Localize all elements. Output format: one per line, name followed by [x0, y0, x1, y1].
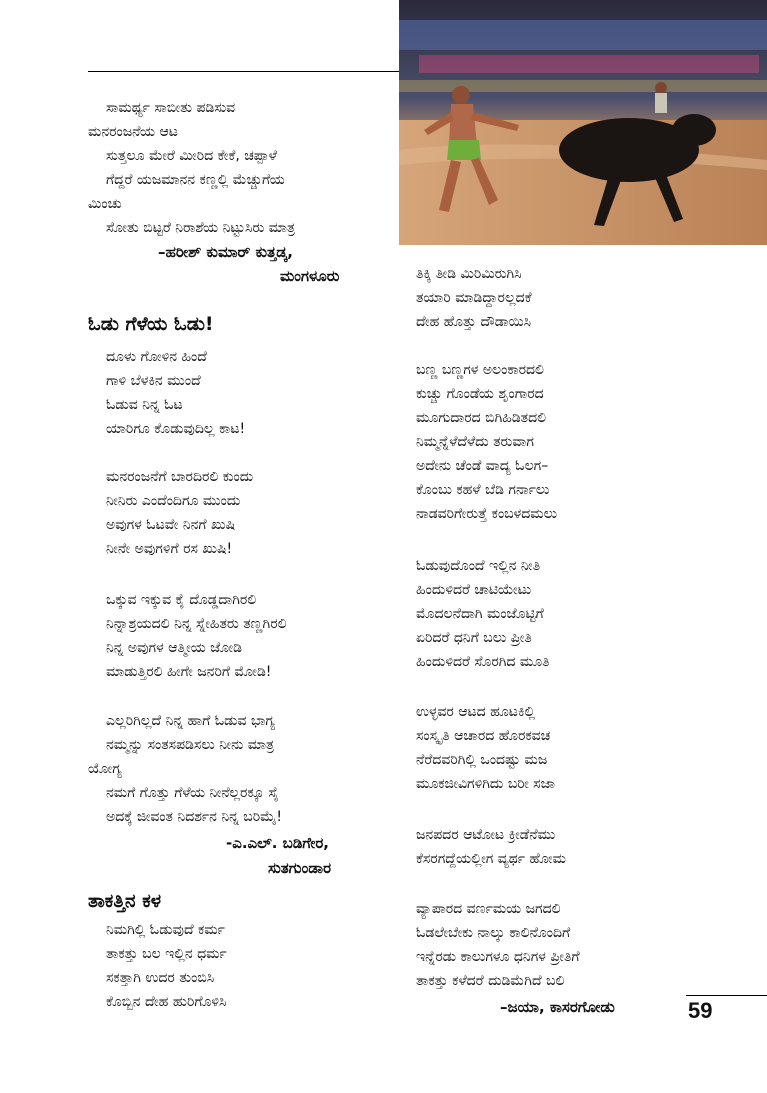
kambala-buffalo-race-photo [399, 0, 767, 245]
poem3-line: ತಾಕತ್ತು ಬಲ ಇಲ್ಲಿನ ಧರ್ಮ [106, 946, 227, 962]
bottom-rule [686, 995, 767, 996]
poem2-author: -ಎ.ಎಲ್. ಬಡಿಗೇರ, [226, 834, 329, 852]
poem3-line: ಸಂಸ್ಕೃತಿ ಆಚಾರದ ಹೊರಕವಚ [416, 728, 551, 744]
poem3-line: ಓಡಲೇಬೇಕು ನಾಲ್ಕು ಕಾಲಿನೊಂದಿಗೆ [416, 925, 571, 941]
page-number: 59 [688, 998, 713, 1023]
poem1-line: ಸುತ್ತಲೂ ಮೇರೆ ಮೀರಿದ ಕೇಕೆ, ಚಪ್ಪಾಳೆ [106, 148, 277, 164]
poem3-line: ನಿಮ್ಮನ್ನೆಳೆದೆಳೆದು ತರುವಾಗ [416, 434, 534, 450]
poem3-line: ಕುಚ್ಚು ಗೊಂಡೆಯ ಶೃಂಗಾರದ [416, 386, 544, 402]
poem3-title: ತಾಕತ್ತಿನ ಕಳ [88, 890, 162, 912]
poem3-line: ಮೂಕಜೀವಿಗಳಿಗಿದು ಬರೀ ಸಜಾ [416, 776, 555, 792]
poem2-line: ಎಲ್ಲರಿಗಿಲ್ಲದೆ ನಿನ್ನ ಹಾಗೆ ಓಡುವ ಭಾಗ್ಯ [106, 713, 275, 729]
poem2-line: ನೀನಿರು ಎಂದೆಂದಿಗೂ ಮುಂದು [106, 493, 241, 509]
poem3-author: –ಜಯಾ, ಕಾಸರಗೋಡು [500, 998, 615, 1016]
poem2-line: ಮಾಡುತ್ತಿರಲಿ ಹೀಗೇ ಜನರಿಗೆ ಮೋಡಿ! [106, 664, 272, 680]
poem3-line: ನಿಮಗಿಲ್ಲಿ ಓಡುವುದೆ ಕರ್ಮ [106, 922, 225, 938]
poem1-author: –ಹರೀಶ್ ಕುಮಾರ್ ಕುತ್ತಡ್ಕ, [158, 243, 293, 261]
poem2-line: ನಿನ್ನಾಶ್ರಯದಲಿ ನಿನ್ನ ಸ್ನೇಹಿತರು ತಣ್ಣಗಿರಲಿ [106, 616, 287, 632]
poem3-line: ಬಣ್ಣ ಬಣ್ಣಗಳ ಅಲಂಕಾರದಲಿ [416, 362, 544, 378]
poem2-line: ಅದಕ್ಕೆ ಜೀವಂತ ನಿದರ್ಶನ ನಿನ್ನ ಬರಿಮೈ! [106, 809, 283, 825]
poem3-line: ನಾಡವರಿಗೇರುತ್ತೆ ಕಂಬಳದಮಲು [416, 506, 558, 522]
poem2-line: ಯೋಗ್ಯ [88, 761, 122, 777]
poem2-line: ನಿನ್ನ ಅವುಗಳ ಆತ್ಮೀಯ ಜೋಡಿ [106, 640, 242, 656]
poem1-line: ಗೆದ್ದರೆ ಯಜಮಾನನ ಕಣ್ಣಲ್ಲಿ ಮೆಚ್ಚುಗೆಯ [106, 172, 285, 188]
poem2-line: ಅವುಗಳ ಓಟವೇ ನಿನಗೆ ಖುಷಿ [106, 517, 236, 533]
poem3-line: ಜನಪದರ ಆಟೋಟ ಕ್ರೀಡೆನೆಮು [416, 827, 556, 843]
poem3-line: ಕೊಬ್ಬಿನ ದೇಹ ಹುರಿಗೊಳಿಸಿ [106, 994, 227, 1010]
poem3-line: ಇನ್ನೆರಡು ಕಾಲುಗಳೂ ಧನಿಗಳ ಪ್ರೀತಿಗೆ [416, 949, 580, 965]
poem3-line: ಓಡುವುದೊಂದೆ ಇಲ್ಲಿನ ನೀತಿ [416, 558, 541, 574]
poem3-line: ಅದೇನು ಚೆಂಡೆ ವಾದ್ಯ ಓಲಗ– [416, 458, 549, 474]
poem2-line: ದೂಳು ಗೋಳಿನ ಹಿಂದೆ [106, 349, 207, 365]
poem2-line: ಯಾರಿಗೂ ಕೊಡುವುದಿಲ್ಲ ಕಾಟ! [106, 421, 246, 437]
poem1-line: ಸಾಮರ್ಥ್ಯ ಸಾಬೀತು ಪಡಿಸುವ [106, 100, 236, 116]
poem2-line: ಒಕ್ಕುವ ಇಕ್ಕುವ ಕೈ ದೊಡ್ಡದಾಗಿರಲಿ [106, 592, 257, 608]
poem3-line: ಕೊಂಬು ಕಹಳೆ ಬೆಡಿ ಗರ್ನಾಲು [416, 482, 550, 498]
poem3-line: ಹಿಂದುಳಿದರೆ ಚಾಟಿಯೇಟು [416, 582, 532, 598]
poem3-line: ಹಿಂದುಳಿದರೆ ಸೊರಗಿದ ಮೂತಿ [416, 654, 550, 670]
kambala-photo [399, 0, 767, 245]
poem1-line: ಮಿಂಚು [88, 196, 122, 212]
poem2-line: ಓಡುವ ನಿನ್ನ ಓಟ [106, 397, 183, 413]
poem3-line: ಸಕತ್ತಾಗಿ ಉದರ ತುಂಬಿಸಿ [106, 970, 215, 986]
poem1-line: ಮನರಂಜನೆಯ ಆಟ [88, 124, 178, 140]
poem3-line: ತಾಕತ್ತು ಕಳೆದರೆ ದುಡಿಮೆಗಿದೆ ಬಲಿ [416, 973, 565, 989]
poem2-title: ಓಡು ಗೆಳೆಯ ಓಡು! [88, 313, 214, 335]
poem3-line: ವ್ಯಾಪಾರದ ವರ್ಣಮಯ ಜಗದಲಿ [416, 901, 561, 917]
poem2-place: ಸುತಗುಂಡಾರ [268, 859, 332, 877]
masthead [686, 795, 716, 995]
poem2-line: ಗಾಳಿ ಬೆಳಕಿನ ಮುಂದೆ [106, 373, 201, 389]
poem2-line: ಮನರಂಜನೆಗೆ ಬಾರದಿರಲಿ ಕುಂದು [106, 469, 254, 485]
top-rule [88, 71, 399, 72]
poem3-line: ದೇಹ ಹೊತ್ತು ದೌಡಾಯಿಸಿ [416, 314, 532, 330]
poem3-line: ಉಳ್ಳವರ ಆಟದ ಹೂಟಕಿಲ್ಲಿ [416, 704, 536, 720]
poem3-line: ಏರಿದರೆ ಧನಿಗೆ ಬಲು ಪ್ರೀತಿ [416, 630, 532, 646]
poem3-line: ತಿಕ್ಕಿ ತೀಡಿ ಮಿರಿಮಿರುಗಿಸಿ [416, 266, 522, 282]
poem3-line: ತಯಾರಿ ಮಾಡಿದ್ದಾರಲ್ಲದಕೆ [416, 290, 532, 306]
poem3-line: ನೆರೆದವರಿಗಿಲ್ಲಿ ಒಂದಷ್ಟು ಮಜ [416, 752, 548, 768]
poem3-line: ಮೊದಲನೆದಾಗಿ ಮಂಜೊಟ್ಟಿಗೆ [416, 606, 544, 622]
poem2-line: ನೀನೇ ಅವುಗಳಿಗೆ ರಸ ಖುಷಿ! [106, 541, 233, 557]
poem1-line: ಸೋತು ಬಿಟ್ಟರೆ ನಿರಾಶೆಯ ನಿಟ್ಟುಸಿರು ಮಾತ್ರ [106, 220, 296, 236]
poem3-line: ಮೂಗುದಾರದ ಬಿಗಿಹಿಡಿತದಲಿ [416, 410, 547, 426]
poem3-line: ಕೆಸರಗದ್ದೆಯಲ್ಲೀಗ ವ್ಯರ್ಥ ಹೋಮ [416, 851, 566, 867]
poem1-place: ಮಂಗಳೂರು [280, 267, 340, 285]
poem2-line: ನಮಗೆ ಗೊತ್ತು ಗೆಳೆಯ ನೀನೆಲ್ಲರಕ್ಕೂ ಸೈ [106, 785, 279, 801]
poem2-line: ನಮ್ಮನ್ನು ಸಂತಸಪಡಿಸಲು ನೀನು ಮಾತ್ರ [106, 737, 275, 753]
